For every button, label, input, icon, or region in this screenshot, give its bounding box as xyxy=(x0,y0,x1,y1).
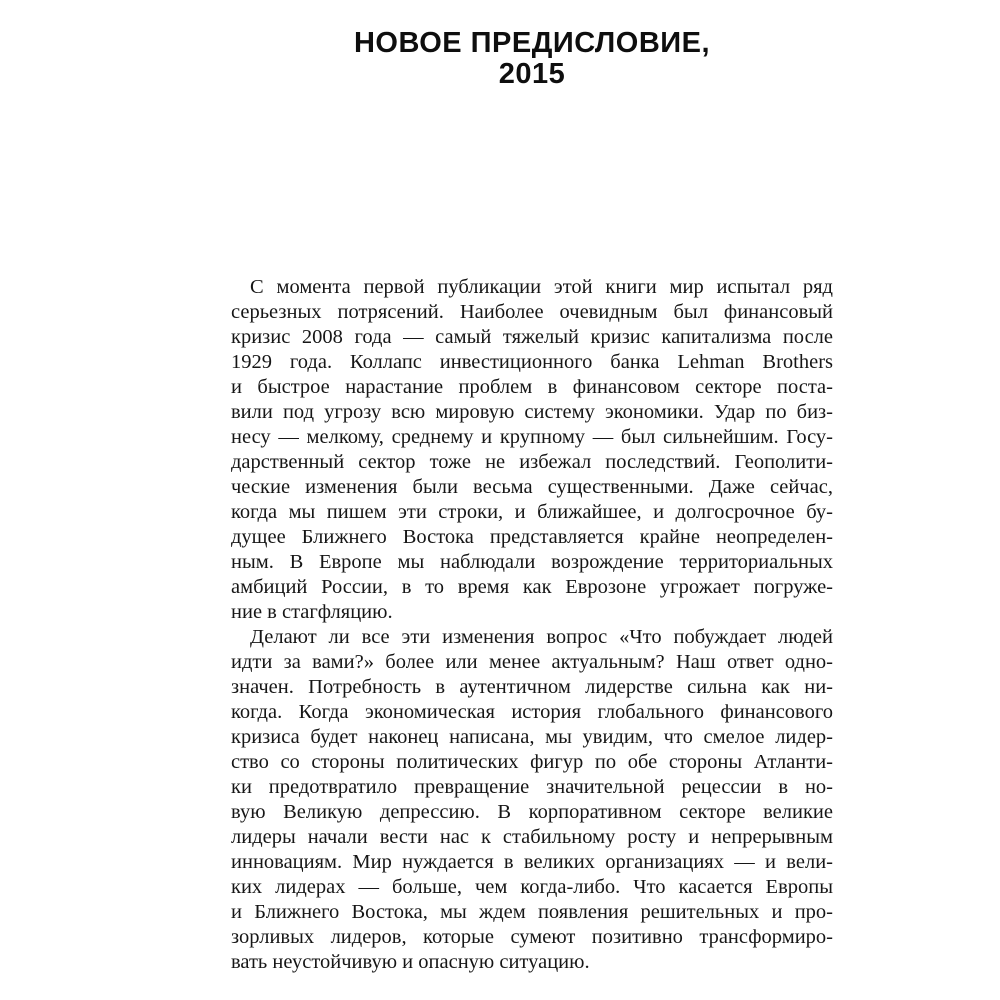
text-line: ние в стагфляцию. xyxy=(231,601,393,623)
text-line: и Ближнего Востока, мы ждем появления решительных и про- xyxy=(231,901,833,923)
body-text xyxy=(231,275,833,975)
text-line: ным. В Европе мы наблюдали возрождение территориальных xyxy=(231,551,833,573)
text-line: и быстрое нарастание проблем в финансовом секторе поста- xyxy=(231,376,833,398)
text-line: вую Великую депрессию. В корпоративном секторе великие xyxy=(231,801,833,823)
text-line: 1929 года. Коллапс инвестиционного банка Lehman Brothers xyxy=(231,351,833,373)
text-line: ческие изменения были весьма существенными. Даже сейчас, xyxy=(231,476,833,498)
text-line: вать неустойчивую и опасную ситуацию. xyxy=(231,951,590,973)
text-line: идти за вами?» более или менее актуальным? Наш ответ одно- xyxy=(231,651,833,673)
text-line: ки предотвратило превращение значительной рецессии в но- xyxy=(231,776,833,798)
text-line: С момента первой публикации этой книги мир испытал ряд xyxy=(250,276,833,298)
chapter-heading-line1: НОВОЕ ПРЕДИСЛОВИЕ, xyxy=(353,27,711,59)
text-line: кризис 2008 года — самый тяжелый кризис капитализма после xyxy=(231,326,833,348)
text-line: дарственный сектор тоже не избежал последствий. Геополити- xyxy=(231,451,833,473)
chapter-heading-line2: 2015 xyxy=(498,58,566,90)
text-line: серьезных потрясений. Наиболее очевидным был финансовый xyxy=(231,301,833,323)
text-line: когда. Когда экономическая история глобального финансового xyxy=(231,701,833,723)
text-line: амбиций России, в то время как Еврозоне угрожает погруже- xyxy=(231,576,833,598)
text-line: когда мы пишем эти строки, и ближайшее, и долгосрочное бу- xyxy=(231,501,833,523)
text-line: вили под угрозу всю мировую систему экономики. Удар по биз- xyxy=(231,401,833,423)
text-line: зорливых лидеров, которые сумеют позитивно трансформиро- xyxy=(231,926,833,948)
text-line: дущее Ближнего Востока представляется крайне неопределен- xyxy=(231,526,833,548)
chapter-heading xyxy=(231,28,833,90)
text-line: Делают ли все эти изменения вопрос «Что побуждает людей xyxy=(250,626,833,648)
text-line: ких лидерах — больше, чем когда-либо. Что касается Европы xyxy=(231,876,833,898)
text-line: несу — мелкому, среднему и крупному — был сильнейшим. Госу- xyxy=(231,426,833,448)
text-line: ство со стороны политических фигур по обе стороны Атланти- xyxy=(231,751,833,773)
text-line: кризиса будет наконец написана, мы увидим, что смелое лидер- xyxy=(231,726,833,748)
text-line: лидеры начали вести нас к стабильному росту и непрерывным xyxy=(231,826,833,848)
text-line: инновациям. Мир нуждается в великих организациях — и вели- xyxy=(231,851,833,873)
text-line: значен. Потребность в аутентичном лидерстве сильна как ни- xyxy=(231,676,833,698)
